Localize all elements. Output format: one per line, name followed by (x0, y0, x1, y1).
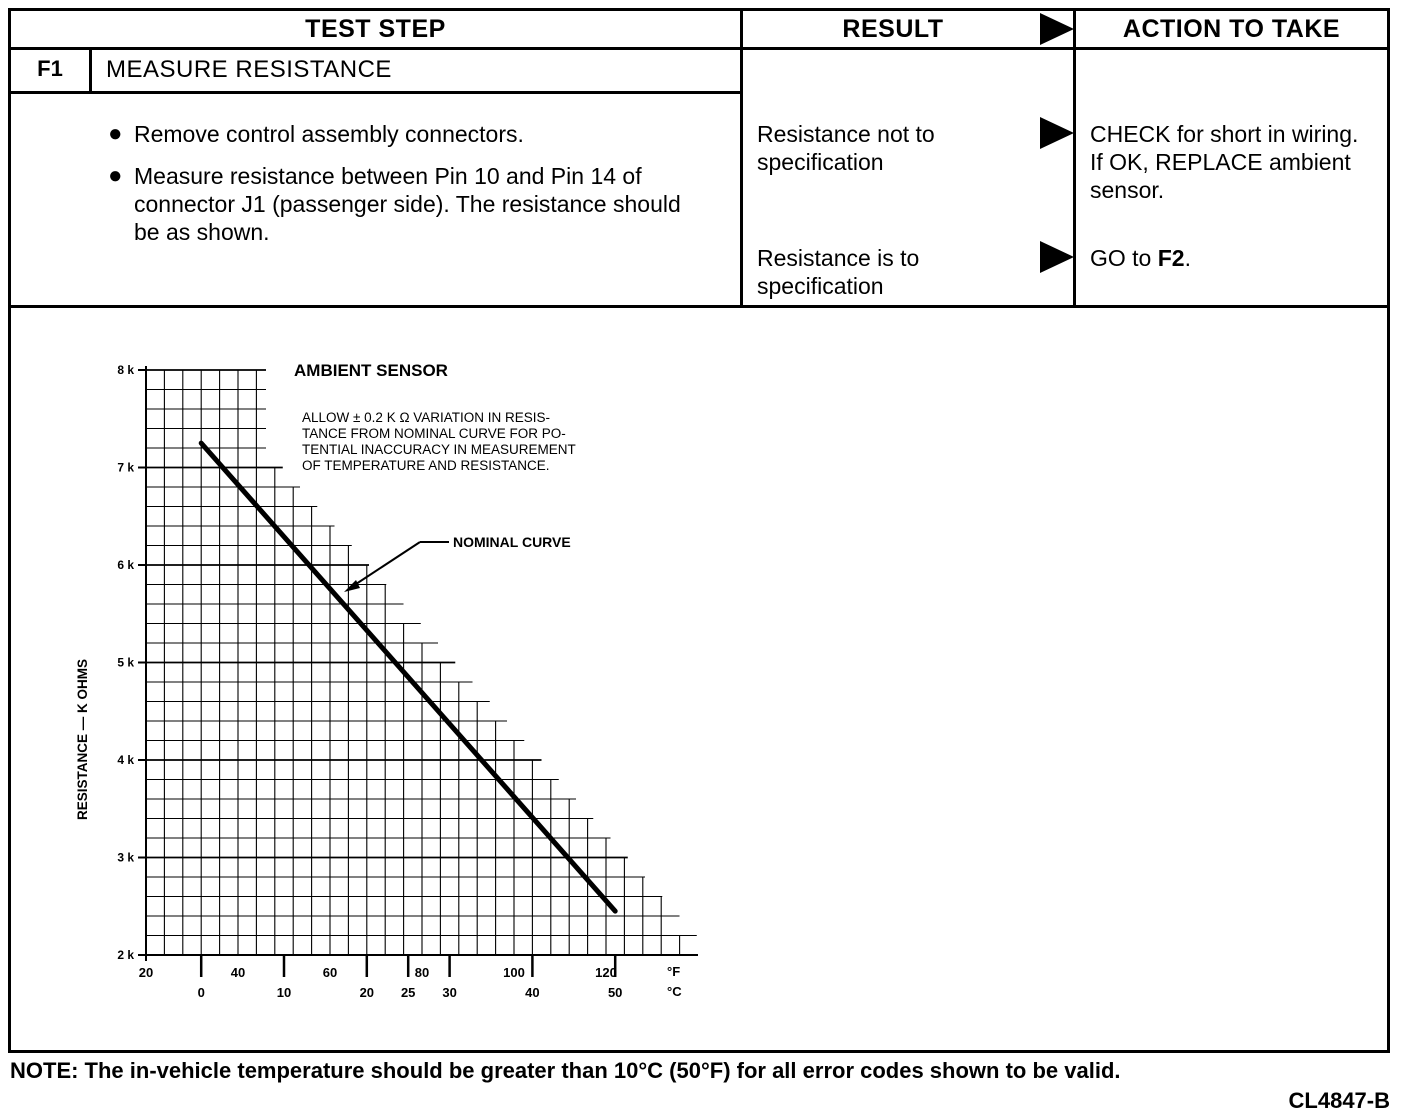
y-tick-label: 2 k (117, 948, 134, 962)
result-text: Resistance is to specification (757, 245, 920, 299)
result-text: Resistance not to specification (757, 121, 935, 175)
instruction-text: Measure resistance between Pin 10 and Pin 14 of connector J1 (passenger side). The resistance should be as shown. (134, 163, 681, 245)
y-tick-label: 6 k (117, 558, 134, 572)
chart-note-line: ALLOW ± 0.2 K Ω VARIATION IN RESIS- (302, 410, 551, 425)
bullet-icon: ● (108, 120, 123, 147)
x-tick-label-f: 100 (503, 965, 525, 980)
chart-callout: NOMINAL CURVE (453, 534, 571, 550)
instruction-text: Remove control assembly connectors. (134, 121, 524, 147)
y-axis-label: RESISTANCE — K OHMS (75, 658, 90, 820)
x-tick-label-c: 50 (607, 985, 623, 1000)
bullet-icon: ● (108, 162, 123, 189)
footer-note: NOTE: The in-vehicle temperature should be greater than 10°C (50°F) for all error codes shown to be valid. (10, 1058, 1121, 1083)
step-id: F1 (37, 56, 63, 81)
x-axis-units-c: °C (667, 984, 682, 999)
chart-note-line: TANCE FROM NOMINAL CURVE FOR PO- (302, 426, 566, 441)
x-tick-label-c: 25 (400, 985, 416, 1000)
x-tick-label-c: 30 (442, 985, 457, 1000)
x-tick-label-c: 40 (525, 985, 540, 1000)
x-axis-units-f: °F (667, 964, 681, 979)
x-tick-label-f: 40 (230, 965, 246, 980)
chart-series (201, 443, 615, 911)
action-prefix: GO to (1090, 245, 1158, 271)
action-text: CHECK for short in wiring. If OK, REPLACE ambient sensor. (1090, 121, 1359, 203)
x-tick-label-c: 10 (276, 985, 292, 1000)
chart-note-line: TENTIAL INACCURACY IN MEASUREMENT (302, 442, 576, 457)
chart-title: AMBIENT SENSOR (294, 361, 448, 380)
figure-code: CL4847-B (1288, 1088, 1390, 1113)
y-tick-label: 8 k (117, 363, 134, 377)
step-title: MEASURE RESISTANCE (106, 56, 392, 83)
y-tick-label: 3 k (117, 850, 134, 865)
action-step-ref[interactable]: F2 (1157, 245, 1185, 271)
y-tick-label: 7 k (117, 460, 134, 475)
header-test-step: TEST STEP (305, 14, 446, 43)
x-tick-label-c: 0 (197, 985, 205, 1000)
y-tick-label: 5 k (117, 655, 134, 670)
action-suffix: . (1184, 245, 1191, 271)
chart-note-line: OF TEMPERATURE AND RESISTANCE. (302, 458, 550, 473)
header-result: RESULT (842, 14, 944, 43)
x-tick-label-f: 80 (414, 965, 430, 980)
x-tick-label-f: 20 (138, 965, 154, 980)
nominal-curve-line (201, 443, 615, 911)
callout-arrowhead-icon (344, 580, 360, 592)
x-tick-label-f: 60 (322, 965, 338, 980)
y-tick-label: 4 k (117, 753, 134, 767)
x-tick-label-c: 20 (359, 985, 375, 1000)
x-tick-label-f: 120 (595, 965, 617, 980)
header-action: ACTION TO TAKE (1122, 14, 1341, 43)
